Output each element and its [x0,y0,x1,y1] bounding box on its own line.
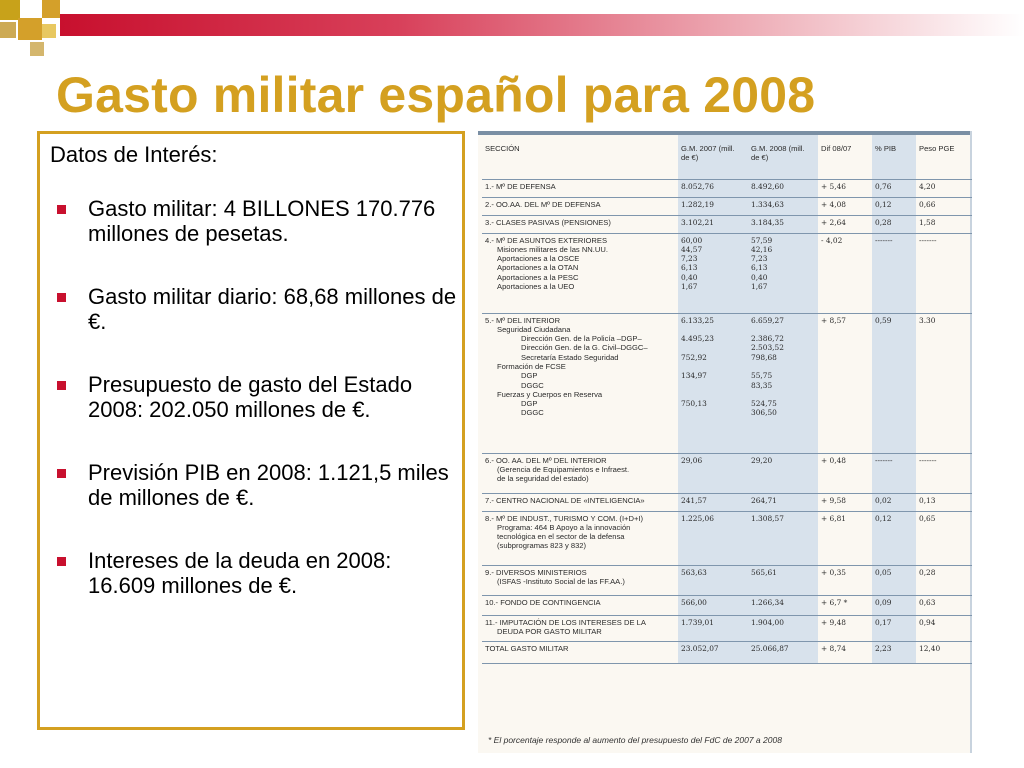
cell-value: 3.184,35 [751,217,784,227]
cell-value: + 9,48 [821,617,846,627]
cell-peso [916,215,972,233]
cell-peso [916,493,972,511]
table-row [482,233,972,313]
sub-item-v2008: 2.386,72 [751,334,784,344]
sub-item-v2008: 0,40 [751,272,768,282]
sub-item-v2007 [681,465,745,474]
col-header-peso: Peso PGE [916,135,972,179]
cell-value: 1.225,06 [681,513,714,523]
cell-label [482,565,678,595]
sub-item-v2007 [681,523,745,532]
cell-value: 4.- Mº DE ASUNTOS EXTERIORES [485,235,608,245]
cell-value: 1.- Mº DE DEFENSA [485,181,556,191]
cell-pib [872,313,916,453]
cell-v2007 [678,565,748,595]
sub-item-label: DGGC [521,380,544,390]
cell-pib [872,233,916,313]
col-header-gm2007: G.M. 2007 (mill. de €) [678,135,748,179]
cell-value: 3.30 [919,315,936,325]
cell-dif [818,595,872,615]
sub-item-v2007: 752,92 [681,352,707,362]
cell-value: 0,66 [919,199,936,209]
cell-label [482,313,678,453]
cell-value: 11.- IMPUTACIÓN DE LOS INTERESES DE LA [485,617,646,627]
sub-item-label: DGGC [521,408,544,418]
cell-v2008 [748,313,818,453]
sub-item-label: (ISFAS -Instituto Social de las FF.AA.) [497,576,625,586]
sub-item-v2007 [681,325,745,334]
cell-label [482,215,678,233]
cell-value: 6.659,27 [751,315,784,325]
cell-pib [872,197,916,215]
cell-dif [818,197,872,215]
cell-v2007 [678,615,748,641]
sub-item-v2007: 44,57 [681,244,703,254]
sub-item-v2008 [751,362,815,371]
table-row [482,313,972,453]
cell-pib [872,615,916,641]
sub-item-label: Secretaría Estado Seguridad [521,352,619,362]
cell-value: ------- [875,455,893,465]
corner-square-decoration [20,0,42,18]
cell-v2008 [748,233,818,313]
table-row [482,493,972,511]
cell-value: + 0,35 [821,567,846,577]
cell-v2008 [748,641,818,663]
cell-v2008 [748,493,818,511]
cell-value: 23.052,07 [681,643,719,653]
sub-item-v2008: 7,23 [751,254,768,264]
cell-label [482,233,678,313]
cell-value: + 6,81 [821,513,846,523]
corner-square-decoration [18,18,42,40]
cell-v2007 [678,493,748,511]
sub-item-label: DGP [521,399,538,409]
cell-dif [818,179,872,197]
table-header-row [482,135,972,179]
sub-item-label: Formación de FCSE [497,361,566,371]
square-bullet-icon [57,469,66,478]
sub-item-label: Dirección Gen. de la Policía –DGP– [521,334,642,344]
cell-v2008 [748,511,818,565]
bullet-item: Previsión PIB en 2008: 1.121,5 miles de millones de €. [50,460,462,510]
cell-v2007 [678,215,748,233]
table-row [482,595,972,615]
cell-pib [872,511,916,565]
cell-value: 0,12 [875,199,892,209]
square-bullet-icon [57,293,66,302]
cell-value: 1.282,19 [681,199,714,209]
cell-value: 1.904,00 [751,617,784,627]
sub-item-label: (subprogramas 823 y 832) [497,541,587,551]
sub-item-label: de la seguridad del estado) [497,474,589,484]
corner-square-decoration [42,0,60,18]
cell-value: ------- [919,235,937,245]
sub-item-label: Aportaciones a la UEO [497,281,575,291]
sub-item-label: Dirección Gen. de la G. Civil–DGGC– [521,343,648,353]
cell-value: 0,76 [875,181,892,191]
cell-value: + 9,58 [821,495,846,505]
sub-item-v2008: 2.503,52 [751,343,784,353]
cell-label [482,197,678,215]
cell-value: 0,12 [875,513,892,523]
cell-value: 565,61 [751,567,777,577]
sub-item-v2008: 6,13 [751,263,768,273]
cell-value: 0,28 [875,217,892,227]
cell-pib [872,215,916,233]
sub-item-label: Aportaciones a la PESC [497,272,579,282]
sub-item-v2007: 7,23 [681,254,698,264]
cell-label [482,641,678,663]
sub-item-v2008 [751,541,815,550]
cell-value: 0,94 [919,617,936,627]
cell-value: 5.- Mº DEL INTERIOR [485,315,561,325]
cell-value: 2,23 [875,643,892,653]
cell-value: + 8,57 [821,315,846,325]
table-row [482,179,972,197]
sub-item-v2007: 6,13 [681,263,698,273]
sub-item-v2008: 55,75 [751,371,773,381]
cell-dif [818,641,872,663]
sub-item-v2007 [681,408,745,417]
cell-value: 0,17 [875,617,892,627]
cell-value: 29,06 [681,455,703,465]
cell-peso [916,641,972,663]
sub-item-v2007 [681,577,745,586]
cell-value: 10.- FONDO DE CONTINGENCIA [485,597,601,607]
cell-label [482,511,678,565]
sub-item-v2007: 1,67 [681,281,698,291]
square-bullet-icon [57,205,66,214]
cell-peso [916,453,972,493]
sub-item-label: Fuerzas y Cuerpos en Reserva [497,389,603,399]
table-body [482,179,972,663]
sub-item-v2007 [681,343,745,352]
cell-v2008 [748,595,818,615]
sub-item-v2007 [681,532,745,541]
cell-peso [916,179,972,197]
sub-item-v2008 [751,474,815,483]
cell-value: 7.- CENTRO NACIONAL DE «INTELIGENCIA» [485,495,645,505]
sub-item-label: Misiones militares de las NN.UU. [497,244,608,254]
sub-item-v2008: 306,50 [751,408,777,418]
sub-item-v2008: 42,16 [751,244,773,254]
cell-value: 1.308,57 [751,513,784,523]
cell-peso [916,565,972,595]
cell-value: 29,20 [751,455,773,465]
cell-peso [916,595,972,615]
cell-value: 25.066,87 [751,643,789,653]
cell-value: 0,09 [875,597,892,607]
cell-value: TOTAL GASTO MILITAR [485,643,569,653]
cell-value: 241,57 [681,495,707,505]
cell-value: 0,65 [919,513,936,523]
sub-item-v2007: 0,40 [681,272,698,282]
cell-value: 0,13 [919,495,936,505]
cell-value: 6.- OO. AA. DEL Mº DEL INTERIOR [485,455,607,465]
cell-v2007 [678,595,748,615]
sub-item-v2007 [681,541,745,550]
cell-value: 2.- OO.AA. DEL Mº DE DEFENSA [485,199,601,209]
cell-v2007 [678,179,748,197]
sub-item-v2008 [751,523,815,532]
col-header-pib: % PIB [872,135,916,179]
cell-value: 3.- CLASES PASIVAS (PENSIONES) [485,217,611,227]
sub-item-label: Seguridad Ciudadana [497,324,571,334]
cell-value: 0,02 [875,495,892,505]
cell-value: ------- [919,455,937,465]
cell-v2008 [748,565,818,595]
table-row [482,615,972,641]
cell-v2007 [678,511,748,565]
cell-value: 8.492,60 [751,181,784,191]
cell-value: 6.133,25 [681,315,714,325]
cell-peso [916,197,972,215]
cell-value: 0,59 [875,315,892,325]
cell-dif [818,565,872,595]
sub-item-label: tecnológica en el sector de la defensa [497,532,625,542]
bullet-item: Intereses de la deuda en 2008: 16.609 millones de €. [50,548,462,598]
cell-label [482,493,678,511]
cell-pib [872,641,916,663]
sub-item-v2008 [751,325,815,334]
budget-table [482,135,972,664]
cell-peso [916,313,972,453]
cell-value: + 0,48 [821,455,846,465]
corner-square-decoration [30,42,44,56]
data-of-interest-box [37,131,465,730]
cell-v2008 [748,179,818,197]
corner-square-decoration [0,0,20,20]
sub-item-v2007: 134,97 [681,371,707,381]
col-header-dif: Dif 08/07 [818,135,872,179]
cell-pib [872,595,916,615]
sub-item-v2007 [681,474,745,483]
top-gradient-bar [60,14,1024,36]
cell-pib [872,453,916,493]
cell-peso [916,233,972,313]
sub-item-label: (Gerencia de Equipamientos e Infraest. [497,464,630,474]
cell-value: - 4,02 [821,235,843,245]
slide-title: Gasto militar español para 2008 [56,67,816,123]
cell-pib [872,179,916,197]
cell-value: 0,63 [919,597,936,607]
corner-square-decoration [42,24,56,38]
table-row [482,511,972,565]
cell-value: 57,59 [751,235,773,245]
sub-item-v2008 [751,390,815,399]
cell-value: 1.739,01 [681,617,714,627]
cell-value: + 5,46 [821,181,846,191]
sub-item-v2008: 83,35 [751,380,773,390]
budget-table-image [478,131,972,753]
bullet-item: Gasto militar: 4 BILLONES 170.776 millones de pesetas. [50,196,462,246]
sub-item-label: Aportaciones a la OSCE [497,254,580,264]
cell-value: 0,05 [875,567,892,577]
col-header-seccion: SECCIÓN [482,135,678,179]
cell-value: 264,71 [751,495,777,505]
table-row [482,565,972,595]
sub-item-label: DGP [521,371,538,381]
cell-v2007 [678,233,748,313]
cell-dif [818,313,872,453]
table-footnote: * El porcentaje responde al aumento del presupuesto del FdC de 2007 a 2008 [488,735,782,745]
cell-value: 60,00 [681,235,703,245]
cell-label [482,595,678,615]
cell-value: 1,58 [919,217,936,227]
sub-item-v2008 [751,465,815,474]
cell-value-line2: DEUDA POR GASTO MILITAR [497,626,602,636]
square-bullet-icon [57,557,66,566]
cell-peso [916,615,972,641]
cell-value: + 6,7 * [821,597,848,607]
sub-item-v2007: 750,13 [681,399,707,409]
cell-v2008 [748,453,818,493]
sub-item-v2007 [681,381,745,390]
sub-item-v2007 [681,390,745,399]
cell-value: ------- [875,235,893,245]
cell-value: 8.- Mº DE INDUST., TURISMO Y COM. (I+D+I) [485,513,644,523]
bullet-item: Gasto militar diario: 68,68 millones de €. [50,284,462,334]
sub-item-v2008: 798,68 [751,352,777,362]
cell-value: 1.266,34 [751,597,784,607]
table-row [482,215,972,233]
bullet-list [50,196,462,598]
cell-label [482,179,678,197]
cell-v2007 [678,197,748,215]
table-row [482,641,972,663]
corner-square-decoration [0,22,16,38]
cell-value: 9.- DIVERSOS MINISTERIOS [485,567,587,577]
table-row [482,453,972,493]
cell-dif [818,453,872,493]
cell-label [482,453,678,493]
sub-item-v2008 [751,532,815,541]
cell-value: + 2,64 [821,217,846,227]
cell-value: 563,63 [681,567,707,577]
cell-value: 8.052,76 [681,181,714,191]
cell-value: + 4,08 [821,199,846,209]
cell-v2007 [678,453,748,493]
cell-v2008 [748,215,818,233]
cell-label [482,615,678,641]
cell-value: + 8,74 [821,643,846,653]
cell-dif [818,233,872,313]
cell-v2008 [748,197,818,215]
sub-item-v2007 [681,362,745,371]
cell-value: 4,20 [919,181,936,191]
cell-pib [872,493,916,511]
sub-item-v2008: 1,67 [751,281,768,291]
cell-dif [818,215,872,233]
cell-v2008 [748,615,818,641]
cell-value: 1.334,63 [751,199,784,209]
cell-dif [818,511,872,565]
cell-v2007 [678,641,748,663]
bullet-item: Presupuesto de gasto del Estado 2008: 202.050 millones de €. [50,372,462,422]
sub-item-v2008 [751,577,815,586]
cell-dif [818,493,872,511]
square-bullet-icon [57,381,66,390]
cell-value: 12,40 [919,643,941,653]
cell-pib [872,565,916,595]
cell-dif [818,615,872,641]
sub-item-v2007: 4.495,23 [681,334,714,344]
sub-item-label: Aportaciones a la OTAN [497,263,579,273]
cell-value: 0,28 [919,567,936,577]
table-row [482,197,972,215]
cell-v2007 [678,313,748,453]
sub-item-v2008: 524,75 [751,399,777,409]
intro-heading: Datos de Interés: [50,142,218,167]
sub-item-label: Programa: 464 B Apoyo a la innovación [497,522,631,532]
cell-value: 566,00 [681,597,707,607]
cell-value: 3.102,21 [681,217,714,227]
cell-peso [916,511,972,565]
col-header-gm2008: G.M. 2008 (mill. de €) [748,135,818,179]
